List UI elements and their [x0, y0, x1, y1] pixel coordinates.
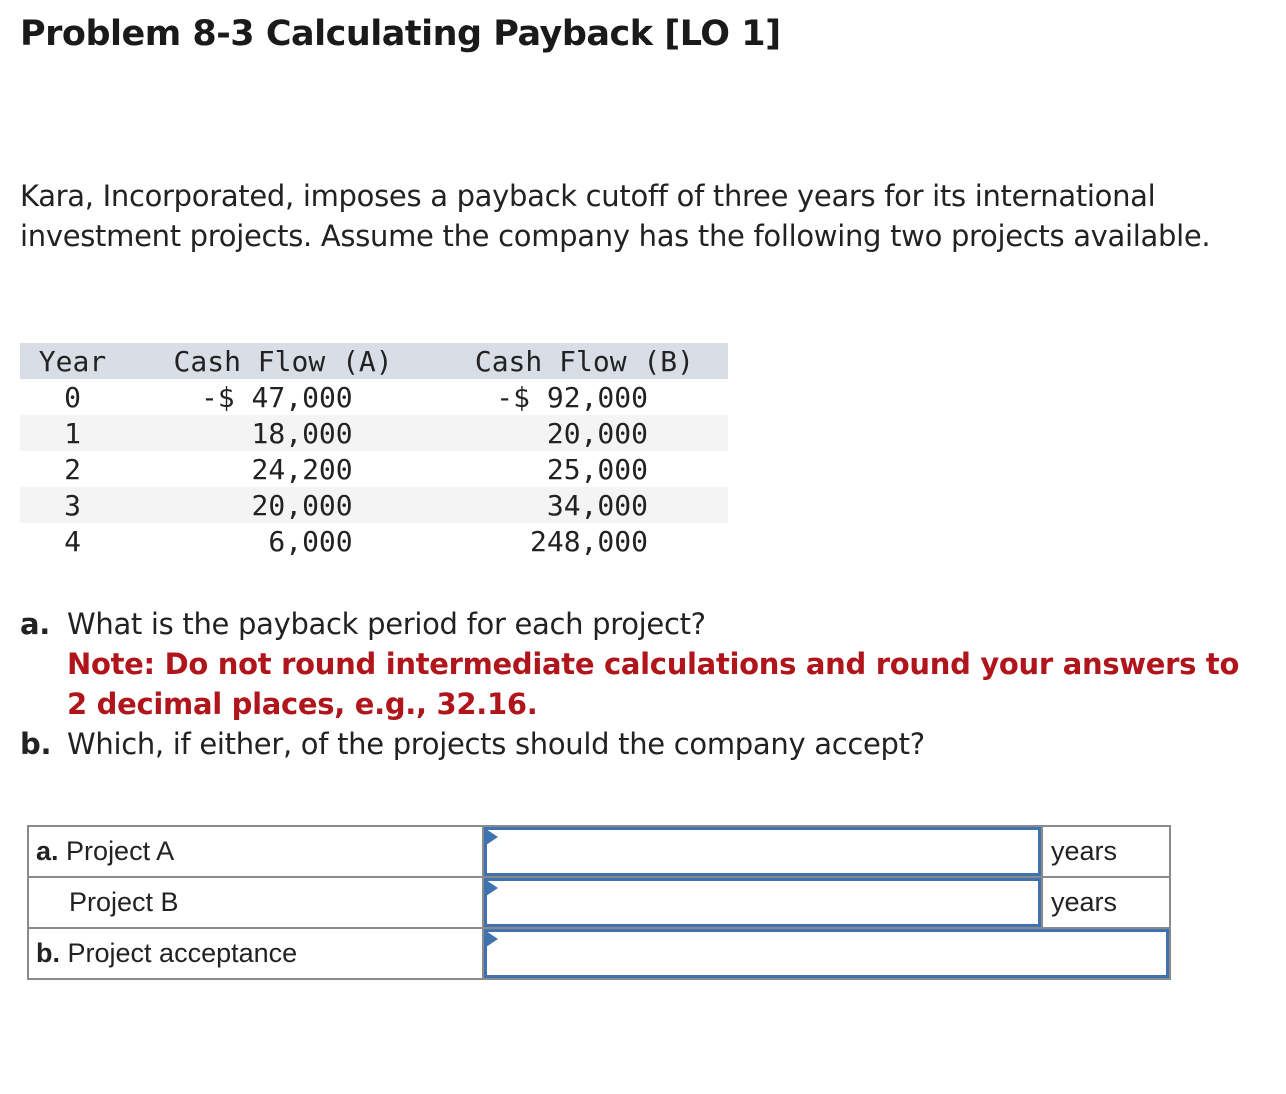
cash-flow-b-cell: 20,000 — [393, 415, 728, 451]
cash-flow-b-cell: 25,000 — [546, 452, 648, 486]
answer-label-text: Project A — [66, 836, 175, 866]
answer-input-cell — [483, 826, 1042, 877]
input-marker-icon — [486, 880, 498, 896]
cash-flow-a-cell: -$ 47,000 — [200, 380, 353, 414]
problem-title: Problem 8-3 Calculating Payback [LO 1] — [20, 14, 781, 54]
answer-input-cell — [483, 928, 1170, 979]
year-cell: 0 — [64, 380, 81, 414]
question-b-text: Which, if either, of the projects should the company accept? — [67, 727, 925, 761]
table-row — [20, 523, 728, 559]
year-cell: 1 — [20, 415, 125, 451]
answer-row-acceptance — [28, 928, 1170, 979]
table-row — [20, 415, 728, 451]
answer-input-cell — [483, 877, 1042, 928]
input-marker-icon — [486, 931, 498, 947]
answer-letter-b: b. — [36, 938, 60, 968]
rounding-note: Note: Do not round intermediate calculations and round your answers to 2 decimal places, e.g., 32.16. — [67, 647, 1240, 721]
question-b-letter: b. — [20, 727, 52, 761]
year-cell: 2 — [64, 452, 81, 486]
answer-label-project-b: Project B — [28, 877, 483, 928]
cash-flow-a-cell: 24,200 — [251, 452, 353, 486]
answer-label-text: Project acceptance — [67, 938, 298, 968]
cash-flow-b-cell: -$ 92,000 — [496, 380, 648, 414]
input-marker-icon — [486, 829, 498, 845]
cash-flow-b-cell: 34,000 — [393, 487, 728, 523]
question-a — [20, 604, 1260, 724]
project-a-payback-input[interactable] — [484, 827, 1041, 876]
question-b — [20, 724, 1260, 764]
question-a-text: What is the payback period for each project? — [67, 607, 706, 641]
unit-label-years: years — [1042, 826, 1170, 877]
cash-flow-b-cell: 248,000 — [529, 524, 648, 558]
year-cell: 3 — [20, 487, 125, 523]
cash-flow-table — [20, 343, 728, 559]
question-a-letter: a. — [20, 607, 50, 641]
cash-flow-a-cell: 20,000 — [125, 487, 393, 523]
table-row — [20, 451, 728, 487]
problem-intro: Kara, Incorporated, imposes a payback cutoff of three years for its international investment projects. Assume the company has the following two projects available. — [20, 179, 1211, 253]
answer-label-acceptance — [28, 928, 483, 979]
project-b-payback-input[interactable] — [484, 878, 1041, 927]
header-year: Year — [20, 343, 125, 379]
questions-block — [20, 604, 1260, 764]
project-acceptance-dropdown[interactable] — [484, 929, 1169, 978]
year-cell: 4 — [64, 524, 81, 558]
header-cash-flow-a: Cash Flow (A) — [125, 343, 393, 379]
cash-flow-a-cell: 6,000 — [268, 524, 353, 558]
header-cash-flow-b: Cash Flow (B) — [393, 343, 728, 379]
answer-letter-a: a. — [36, 836, 59, 866]
answer-row-project-b — [28, 877, 1170, 928]
table-row — [20, 487, 728, 523]
answer-label-project-a — [28, 826, 483, 877]
table-row — [20, 379, 728, 415]
answer-row-project-a — [28, 826, 1170, 877]
unit-label-years: years — [1042, 877, 1170, 928]
answer-table — [27, 825, 1171, 980]
cash-flow-a-cell: 18,000 — [125, 415, 393, 451]
cash-flow-header-row — [20, 343, 728, 379]
